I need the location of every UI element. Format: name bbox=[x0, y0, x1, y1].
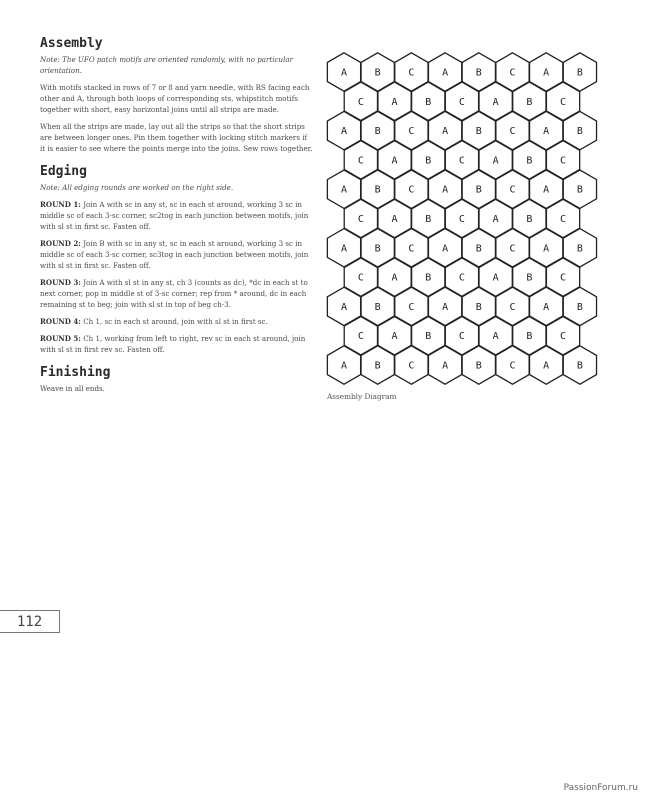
hex-motif-label: B bbox=[475, 360, 482, 372]
hex-motif-label: B bbox=[475, 243, 482, 255]
hex-motif-label: C bbox=[458, 214, 465, 225]
hex-motif-label: C bbox=[357, 214, 364, 225]
assembly-note: Note: The UFO patch motifs are oriented randomly, with no particular orientation. bbox=[40, 55, 293, 75]
hex-motif-label: B bbox=[425, 214, 432, 225]
hex-motif-label: C bbox=[560, 214, 567, 225]
hex-motif-label: A bbox=[442, 360, 449, 372]
finishing-text: Weave in all ends. bbox=[40, 384, 105, 393]
hex-motif-label: C bbox=[458, 331, 465, 343]
edging-note: Note: All edging rounds are worked on the right side. bbox=[40, 183, 234, 192]
hex-motif-label: B bbox=[526, 272, 533, 284]
hex-motif-label: A bbox=[340, 301, 348, 313]
hex-motif-label: C bbox=[408, 301, 415, 313]
assembly-paragraph-1: With motifs stacked in rows of 7 or 8 and yarn needle, with RS facing each other and A, through both loops of corresponding sts, whipstitch motifs together with short, easy horizontal joins until all strips are made. bbox=[40, 83, 310, 114]
hex-motif-label: A bbox=[543, 360, 550, 372]
hex-motif-label: B bbox=[576, 243, 583, 255]
edging-round-3: ROUND 3: Join A with sl st in any st, ch 3 (counts as dc), *dc in each st to next corner, pop in middle st of 3-sc corner; rep from * around, dc in each remaining st to beg; join with sl st in top of beg ch-3. bbox=[40, 278, 308, 309]
hex-motif-label: A bbox=[543, 126, 550, 138]
hex-motif-label: A bbox=[391, 214, 398, 225]
hex-motif-label: C bbox=[560, 155, 567, 167]
hex-motif-label: B bbox=[526, 96, 533, 108]
hex-motif-label: C bbox=[509, 184, 516, 196]
hex-motif-label: B bbox=[576, 126, 583, 138]
hex-motif-label: C bbox=[509, 126, 516, 138]
hex-motif-label: B bbox=[374, 184, 381, 196]
hex-motif-label: A bbox=[391, 272, 398, 284]
hex-motif-label: A bbox=[340, 184, 348, 196]
hex-motif-label: A bbox=[391, 331, 398, 343]
hex-motif-label: A bbox=[543, 184, 550, 196]
hex-motif-label: C bbox=[357, 272, 364, 284]
hex-motif-label: C bbox=[357, 331, 364, 343]
diagram-caption: Assembly Diagram bbox=[327, 392, 397, 401]
hex-motif-label: C bbox=[408, 126, 415, 138]
hex-motif-label: B bbox=[526, 155, 533, 167]
hex-motif-label: A bbox=[543, 243, 550, 255]
assembly-heading: Assembly bbox=[40, 36, 103, 51]
finishing-heading: Finishing bbox=[40, 365, 111, 380]
hex-motif-label: A bbox=[442, 301, 449, 313]
page-number: 112 bbox=[0, 610, 60, 633]
hex-motif-label: B bbox=[576, 184, 583, 196]
hex-motif-label: B bbox=[526, 214, 533, 225]
hex-motif-label: B bbox=[425, 331, 432, 343]
hex-motif-label: B bbox=[576, 67, 583, 79]
edging-round-4: ROUND 4: Ch 1, sc in each st around, join with sl st in first sc. bbox=[40, 317, 268, 326]
assembly-paragraph-2: When all the strips are made, lay out all the strips so that the short strips are between longer ones. Pin them together with locking stitch markers if it is easier to see where the points merge into the joins. Sew rows together. bbox=[40, 122, 313, 153]
hex-motif-label: B bbox=[475, 184, 482, 196]
hex-motif-label: B bbox=[425, 272, 432, 284]
hex-motif-label: B bbox=[576, 360, 583, 372]
hex-motif-label: B bbox=[576, 301, 583, 313]
hex-motif-label: C bbox=[560, 96, 567, 108]
hex-motif-label: B bbox=[475, 67, 482, 79]
hex-motif-label: B bbox=[374, 243, 381, 255]
assembly-section bbox=[40, 36, 313, 154]
hex-motif-label: B bbox=[526, 331, 533, 343]
edging-section bbox=[40, 164, 313, 355]
finishing-section bbox=[40, 365, 313, 394]
hex-motif-label: A bbox=[543, 301, 550, 313]
hex-motif-label: B bbox=[374, 360, 381, 372]
hex-motif-label: A bbox=[492, 214, 499, 225]
hex-motif-label: A bbox=[543, 67, 550, 79]
hex-motif-label: A bbox=[492, 96, 499, 108]
hex-motif-label: B bbox=[374, 126, 381, 138]
hex-motif-label: C bbox=[458, 96, 465, 108]
edging-round-1: ROUND 1: Join A with sc in any st, sc in each st around, working 3 sc in middle sc of each 3-sc corner, sc2tog in each junction between motifs, join with sl st in first sc. Fasten off. bbox=[40, 200, 309, 231]
edging-round-5: ROUND 5: Ch 1, working from left to right, rev sc in each st around, join with sl st in first rev sc. Fasten off. bbox=[40, 334, 306, 354]
hex-motif-label: C bbox=[458, 272, 465, 284]
hex-motif-label: B bbox=[425, 96, 432, 108]
edging-heading: Edging bbox=[40, 164, 87, 179]
hex-motif-label: A bbox=[492, 155, 499, 167]
hex-motif-label: A bbox=[340, 360, 348, 372]
hex-motif-label: A bbox=[442, 243, 449, 255]
hex-motif-label: A bbox=[391, 96, 398, 108]
hex-motif-label: A bbox=[340, 243, 348, 255]
hex-motif-label: B bbox=[374, 301, 381, 313]
hex-motif-label: A bbox=[442, 126, 449, 138]
hex-motif-label: C bbox=[357, 96, 364, 108]
hex-motif-label: C bbox=[509, 67, 516, 79]
hex-motif-label: B bbox=[374, 67, 381, 79]
edging-round-2: ROUND 2: Join B with sc in any st, sc in each st around, working 3 sc in middle sc of each 3-sc corner, sc3tog in each junction between motifs, join with sl st in first sc. Fasten off. bbox=[40, 239, 309, 270]
hex-motif-label: B bbox=[425, 155, 432, 167]
hex-motif-label: A bbox=[340, 126, 348, 138]
assembly-diagram bbox=[322, 50, 602, 385]
watermark: PassionForum.ru bbox=[563, 783, 638, 793]
hex-motif-label: C bbox=[408, 67, 415, 79]
hex-motif-label: C bbox=[408, 360, 415, 372]
hex-motif-label: C bbox=[560, 272, 567, 284]
hex-motif-label: C bbox=[408, 243, 415, 255]
hex-motif-label: B bbox=[475, 126, 482, 138]
text-column bbox=[40, 36, 313, 404]
hex-motif-label: A bbox=[442, 67, 449, 79]
hex-motif-label: A bbox=[492, 331, 499, 343]
hex-motif-label: B bbox=[475, 301, 482, 313]
hex-motif-label: C bbox=[458, 155, 465, 167]
hex-motif-label: A bbox=[492, 272, 499, 284]
hex-motif-label: C bbox=[408, 184, 415, 196]
hex-motif-label: A bbox=[391, 155, 398, 167]
hex-motif-label: C bbox=[560, 331, 567, 343]
hex-motif-label: C bbox=[509, 243, 516, 255]
hex-motif-label: C bbox=[357, 155, 364, 167]
hex-motif-label: A bbox=[442, 184, 449, 196]
hex-motif-label: C bbox=[509, 360, 516, 372]
hex-motif-label: C bbox=[509, 301, 516, 313]
hex-motif-label: A bbox=[340, 67, 348, 79]
